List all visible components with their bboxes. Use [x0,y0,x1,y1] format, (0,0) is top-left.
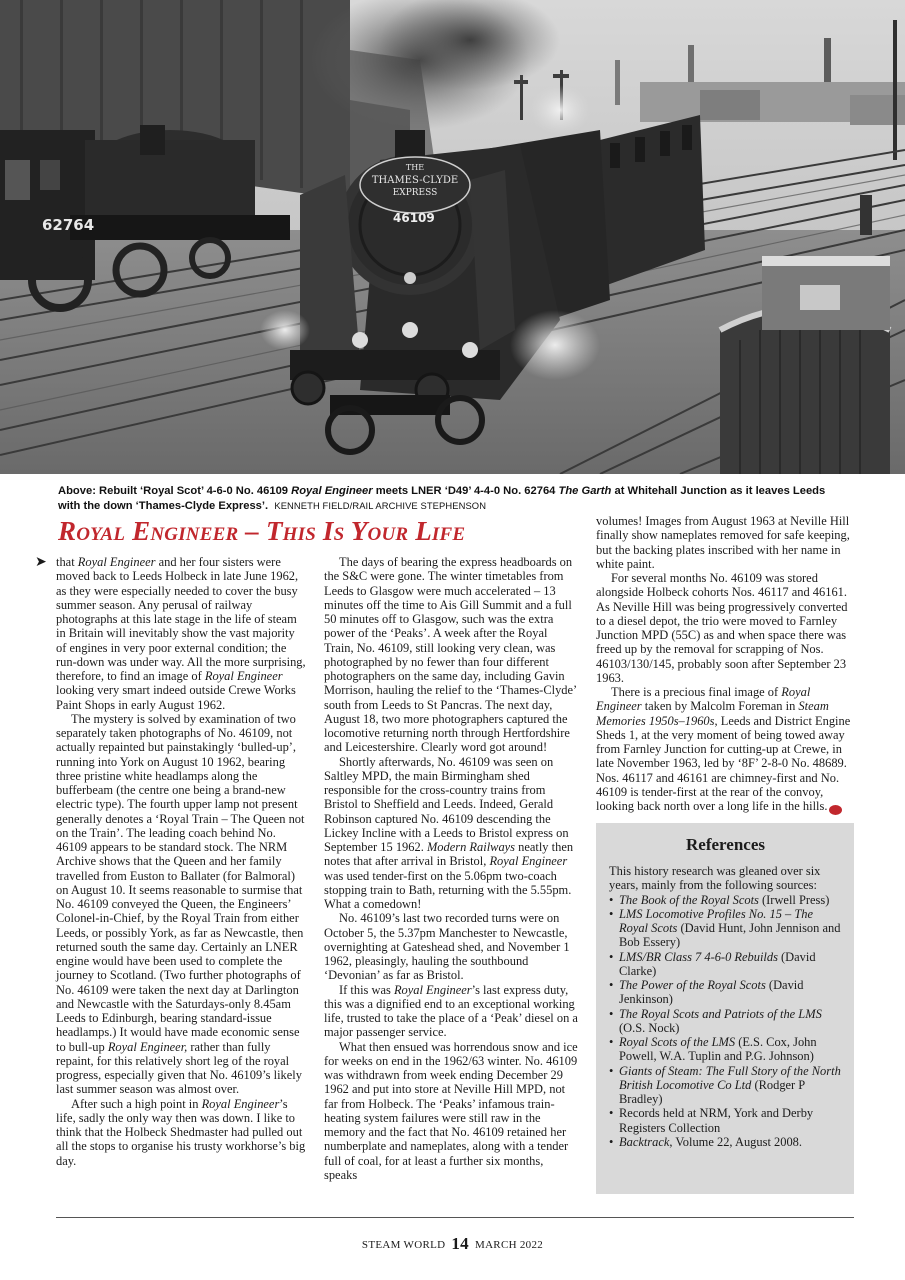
reference-title: The Power of the Royal Scots [619,978,766,992]
reference-item [609,978,842,1007]
reference-title: The Book of the Royal Scots [619,892,759,907]
loco-number-left: 62764 [42,216,95,234]
reference-title: The Royal Scots and Patriots of the LMS [619,1006,822,1021]
headboard-line1: THE [405,163,425,172]
page-footer [0,1234,905,1254]
body-column-2 [324,555,579,1182]
locomotive-photo [0,0,905,474]
text-run: There is a precious final image of [611,685,782,699]
col2-paragraph-3: No. 46109’s last two recorded turns were on October 5, the 5.37pm Manchester to Newcastle, overnighting at Gateshead shed, and November 1 1962, pleasingly, hauling the southbound ‘Devonian’ as far as Bristol. [324,911,570,983]
references-list [609,893,842,1150]
references-box [596,823,854,1194]
italic-run: Modern Railways [426,840,516,854]
footer-rule [56,1217,854,1218]
italic-run: Royal Engineer [489,854,568,869]
headline-name: Royal Engineer [58,516,239,546]
reference-detail: , Volume 22, August 2008. [669,1134,802,1149]
text-run: rather than fully repaint, for this relatively short leg of the royal progress, especially given that No. 46109’s likely last summer season was almost over. [56,1039,302,1097]
footer-magazine: STEAM WORLD [361,1239,446,1251]
headboard-line3: EXPRESS [392,188,438,198]
end-mark-icon: SW [829,805,842,815]
reference-item [609,950,842,979]
col2-paragraph-5: What then ensued was horrendous snow and ice for weeks on end in the 1962/63 winter. No. 46109 was withdrawn from week ending December 29 1962 and put into store at Neville Hill MPD, not far from Holbeck. The ‘Peaks’ infamous train-heating system failures were still raw in the memory and the fact that No. 46109 retained her numberplate and nameplates, along with a tender full of coal, for at least a further six months, speaks [324,1039,578,1182]
italic-run: Royal Engineer [596,685,811,714]
col1-paragraph-2 [56,712,308,1097]
reference-item [609,1106,842,1135]
references-intro: This history research was gleaned over six years, mainly from the following sources: [609,864,821,893]
italic-run: Royal Engineer [77,555,156,569]
reference-item [609,1064,842,1107]
text-run: ’s life, sadly the only way then was down. I like to think that the Holbeck Shedmaster had pulled out all the stops to organise his trusty workhorse’s big day. [56,1096,306,1168]
reference-detail: (Irwell Press) [758,892,830,907]
caption-text-2: meets LNER ‘D49’ 4-4-0 No. 62764 [372,485,559,497]
reference-item [609,893,842,907]
text-run: was used tender-first on the 5.06pm two-coach stopping train to Bath, returning with the 5.55pm. What a comedown! [324,868,572,911]
reference-title: Royal Scots of the LMS [619,1035,736,1049]
photo-credit: KENNETH FIELD/RAIL ARCHIVE STEPHENSON [274,499,487,511]
article-headline [58,514,598,548]
col3-paragraph-3 [596,685,854,815]
text-run: looking very smart indeed outside Crewe Works Paint Shops in early August 1962. [56,683,296,712]
photo-caption [58,484,848,513]
col2-paragraph-1: The days of bearing the express headboards on the S&C were gone. The winter timetables from Leeds to Glasgow were much accelerated – 13 minutes off the time to Ais Gill Summit and a full 50 minutes off to Glasgow, such was the extra power of the ‘Peaks’. A week after the Royal Train, No. 46109, still looking very clean, was photographed by no fewer than four different photographers on the same day, including Gavin Morrison, hauling the relief to the ‘Thames-Clyde’ south from Leeds to St Pancras. The next day, August 18, two more photographers captured the locomotive returning north through Hertfordshire and Leicestershire. Clearly word got around! [324,555,577,755]
italic-run: Royal Engineer [204,669,283,683]
reference-detail: (Rodger P Bradley) [619,1077,805,1106]
continuation-arrow-icon: ➤ [35,554,47,570]
caption-text-1: Above: Rebuilt ‘Royal Scot’ 4-6-0 No. 46109 [58,485,292,497]
reference-title: LMS Locomotive Profiles No. 15 – The Royal Scots [619,906,814,935]
text-run: ’s last express duty, this was a dignified end to an exceptional working life, trusted to take the place of a ‘Peak’ diesel on a major passenger service. [324,982,578,1040]
headline-subtitle: – This Is Your Life [238,516,466,546]
reference-detail: (David Jenkinson) [619,978,804,1007]
reference-item [609,1035,842,1064]
col3-paragraph-1: volumes! Images from August 1963 at Neville Hill finally show nameplates removed for safe keeping, but the backing plates inscribed with her name in white paint. [596,514,850,571]
col1-paragraph-3 [56,1097,308,1168]
reference-detail: (David Hunt, John Jennison and Bob Essery) [619,921,841,950]
italic-run: Royal Engineer [393,982,472,997]
headboard-line2: THAMES-CLYDE [371,175,459,186]
reference-item [609,1135,842,1149]
reference-title: Giants of Steam: The Full Story of the North British Locomotive Co Ltd [619,1063,841,1092]
page-number: 14 [451,1234,469,1253]
text-run: If this was [339,982,394,997]
caption-italic-1: Royal Engineer [291,485,373,497]
caption-italic-2: The Garth [558,485,612,497]
reference-title: Backtrack [619,1134,670,1149]
reference-detail: (E.S. Cox, John Powell, W.A. Tuplin and P.G. Johnson) [619,1035,817,1064]
text-run: taken by Malcolm Foreman in [641,699,799,714]
caption-text-3: at Whitehall Junction as it leaves Leeds with the down ‘Thames-Clyde Express’. [58,485,826,512]
text-run: The mystery is solved by examination of two separately taken photographs of No. 46109, not actually repainted but painstakingly ‘bulled-up’, running into York on August 10 1962, bearing three pristine white headlamps along the bufferbeam (the centre one being a brand-new electric type). The fourth upper lamp not present generally denotes a ‘Royal Train – The Queen not on the Train’. The leading coach behind No. 46109 appears to be standard stock. The NRM Archive shows that the Queen and her family travelled from Euston to Ballater (for Balmoral) on August 10. It seems reasonable to surmise that No. 46109 conveyed the Queen, the Engineers’ Colonel-in-Chief, by the Royal Train from either Leeds, or possibly York, as far as Newcastle, then returned south the same day. Certainly an LNER engine would have been used to complete the journey to Scotland. (Two further photographs of No. 46109 were taken the next day at Darlington and Newcastle with the Saturdays-only 8.45am Leeds to Edinburgh, bearing standard-issue headlamps.) It would have made economic sense to bull-up [56,711,305,1054]
text-run: Shortly afterwards, No. 46109 was seen on Saltley MPD, the main Birmingham shed responsible for the cross-country trains from Bristol to Sheffield and Leeds. Indeed, Gerald Robinson captured No. 46109 descending the Lickey Incline with a Leeds to Bristol express on September 15 1962. [324,754,569,854]
text-run: neatly then notes that after arrival in Bristol, [324,840,574,869]
footer-date: MARCH 2022 [474,1239,544,1251]
text-run: and her four sisters were moved back to Leeds Holbeck in late June 1962, as they were especially needed to cover the busy summer season. Any perusal of railway photographs at this late stage in the life of steam in Britain will inevitably show the vast majority of engines in very poor external condition; the run-down was under way. All the more surprising, therefore, to find an image of [56,555,306,683]
italic-run: Royal Engineer, [107,1039,188,1054]
col1-paragraph-1 [56,555,308,712]
italic-run: Royal Engineer [201,1096,280,1111]
col2-paragraph-4 [324,983,579,1040]
loco-number-plate: 46109 [393,211,435,225]
text-run: , Leeds and District Engine Sheds 1, at the very moment of being towed away from Farnley Junction for cutting-up at Crewe, in late November 1963, led by ‘8F’ 2-8-0 No. 48689. Nos. 46117 and 46161 are chimney-first and No. 46109 is tender-first at the rear of the convoy, looking back north over a long life in the hills. [596,713,851,813]
reference-detail: Records held at NRM, York and Derby Registers Collection [619,1106,814,1135]
reference-detail: (David Clarke) [619,949,816,978]
col2-paragraph-2 [324,755,579,912]
reference-item [609,1007,842,1036]
reference-item [609,907,842,950]
italic-run: Steam Memories 1950s–1960s [596,699,829,728]
text-run: that [56,555,78,569]
reference-detail: (O.S. Nock) [619,1020,680,1035]
col3-paragraph-2: For several months No. 46109 was stored alongside Holbeck cohorts Nos. 46117 and 46161. As Neville Hill was being progressively converted to a diesel depot, the trio were moved to Farnley Junction MPD (55C) as and when space there was freed up by the removal for scrapping of Nos. 46103/130/145, probably soon after September 23 1963. [596,571,848,685]
text-run: After such a high point in [71,1096,202,1111]
body-column-3 [596,514,854,815]
reference-title: LMS/BR Class 7 4-6-0 Rebuilds [619,949,778,964]
body-column-1 [56,555,308,1168]
references-title: References [686,835,765,854]
